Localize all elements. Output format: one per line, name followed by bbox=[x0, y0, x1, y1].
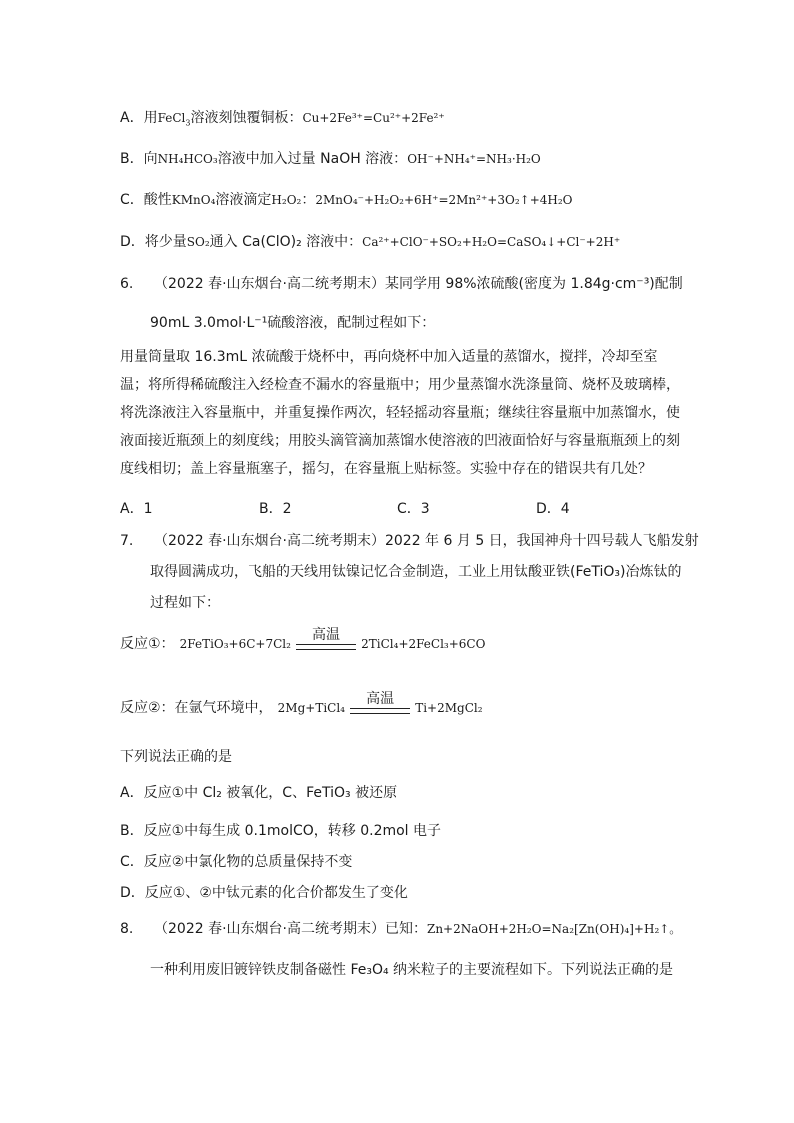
question-text: （2022 春·山东烟台·高二统考期末）某同学用 98%浓硫酸(密度为 1.84g·cm⁻³)配制 bbox=[154, 276, 683, 292]
choice-a: A．1 bbox=[120, 501, 153, 517]
option-b bbox=[120, 149, 541, 169]
choice-b: B．2 bbox=[259, 501, 292, 517]
equation: OH⁻+NH₄⁺=NH₃·H₂O bbox=[407, 152, 541, 166]
question-6-header bbox=[120, 274, 683, 294]
question-number: 7. bbox=[120, 533, 134, 549]
formula: NH₄HCO₃ bbox=[157, 152, 218, 166]
formula: SO₂ bbox=[186, 235, 210, 249]
question-text: （2022 春·山东烟台·高二统考期末）已知： bbox=[154, 921, 427, 937]
option-text: 溶液滴定 bbox=[215, 192, 272, 208]
choice-c: C．3 bbox=[397, 501, 430, 517]
equation: Cu+2Fe³⁺=Cu²⁺+2Fe²⁺ bbox=[302, 111, 445, 125]
question-text: 一种利用废旧镀锌铁皮制备磁性 Fe₃O₄ 纳米粒子的主要流程如下。下列说法正确的是 bbox=[150, 962, 674, 978]
reaction-2 bbox=[120, 688, 483, 728]
option-d: D．反应①、②中钛元素的化合价都发生了变化 bbox=[120, 885, 408, 901]
formula: H₂O₂ bbox=[271, 193, 302, 207]
question-text: 90mL 3.0mol·L⁻¹硫酸溶液，配制过程如下： bbox=[150, 315, 436, 331]
question-text: 过程如下： bbox=[150, 595, 220, 611]
equation: Ca²⁺+ClO⁻+SO₂+H₂O=CaSO₄↓+Cl⁻+2H⁺ bbox=[362, 235, 621, 249]
reaction-arrow bbox=[350, 688, 410, 718]
equation: Zn+2NaOH+2H₂O=Na₂[Zn(OH)₄]+H₂↑。 bbox=[426, 922, 682, 936]
reactants: 2FeTiO₃+6C+7Cl₂ bbox=[179, 637, 291, 651]
option-a: A．反应①中 Cl₂ 被氧化，C、FeTiO₃ 被还原 bbox=[120, 785, 398, 801]
option-a bbox=[120, 108, 445, 133]
colon: ： bbox=[301, 192, 316, 208]
question-body: 用量筒量取 16.3mL 浓硫酸于烧杯中，再向烧杯中加入适量的蒸馏水，搅拌，冷却至室温；将所得稀硫酸注入经检查不漏水的容量瓶中；用少量蒸馏水洗涤量筒、烧杯及玻璃棒，将洗涤液注入容量瓶中，并重复操作两次，轻轻摇动容量瓶；继续往容量瓶中加蒸馏水，使液面接近瓶颈上的刻度线；用胶头滴管滴加蒸馏水使溶液的凹液面恰好与容量瓶瓶颈上的刻度线相切；盖上容量瓶塞子，摇匀，在容量瓶上贴标签。实验中存在的错误共有几处？ bbox=[120, 349, 680, 477]
reaction-1 bbox=[120, 624, 485, 664]
equation: 2MnO₄⁻+H₂O₂+6H⁺=2Mn²⁺+3O₂↑+4H₂O bbox=[315, 193, 573, 207]
option-label: A．用 bbox=[120, 110, 158, 126]
option-text: 通入 Ca(ClO)₂ 溶液中： bbox=[209, 234, 363, 250]
double-line-icon bbox=[296, 644, 356, 650]
reaction-condition: 高温 bbox=[366, 691, 395, 707]
question-7-header bbox=[120, 531, 699, 551]
option-text: 溶液中加入过量 NaOH 溶液： bbox=[217, 151, 408, 167]
reaction-label: 反应①： bbox=[120, 636, 175, 652]
formula: FeCl$_3$ bbox=[157, 111, 191, 128]
option-text: 溶液刻蚀覆铜板： bbox=[190, 110, 303, 126]
option-c: C．反应②中氯化物的总质量保持不变 bbox=[120, 854, 353, 870]
double-line-icon bbox=[350, 708, 410, 714]
question-stem: 下列说法正确的是 bbox=[120, 749, 232, 765]
reaction-label: 反应②：在氩气环境中， bbox=[120, 700, 273, 716]
option-d bbox=[120, 232, 620, 252]
products: Ti+2MgCl₂ bbox=[415, 701, 483, 715]
products: 2TiCl₄+2FeCl₃+6CO bbox=[361, 637, 486, 651]
question-text: 取得圆满成功，飞船的天线用钛镍记忆合金制造，工业上用钛酸亚铁(FeTiO₃)冶炼钛的 bbox=[150, 564, 682, 580]
option-label: C．酸性 bbox=[120, 192, 172, 208]
choice-d: D．4 bbox=[536, 501, 570, 517]
formula: KMnO₄ bbox=[171, 193, 216, 207]
question-number: 8. bbox=[120, 921, 134, 937]
option-label: D．将少量 bbox=[120, 234, 187, 250]
option-b: B．反应①中每生成 0.1molCO，转移 0.2mol 电子 bbox=[120, 823, 442, 839]
option-label: B．向 bbox=[120, 151, 158, 167]
question-number: 6. bbox=[120, 276, 134, 292]
reactants: 2Mg+TiCl₄ bbox=[277, 701, 345, 715]
question-8-header bbox=[120, 919, 681, 939]
reaction-arrow bbox=[296, 624, 356, 654]
reaction-condition: 高温 bbox=[312, 627, 341, 643]
question-text: （2022 春·山东烟台·高二统考期末）2022 年 6 月 5 日，我国神舟十四号载人飞船发射 bbox=[154, 533, 699, 549]
option-c bbox=[120, 190, 573, 210]
